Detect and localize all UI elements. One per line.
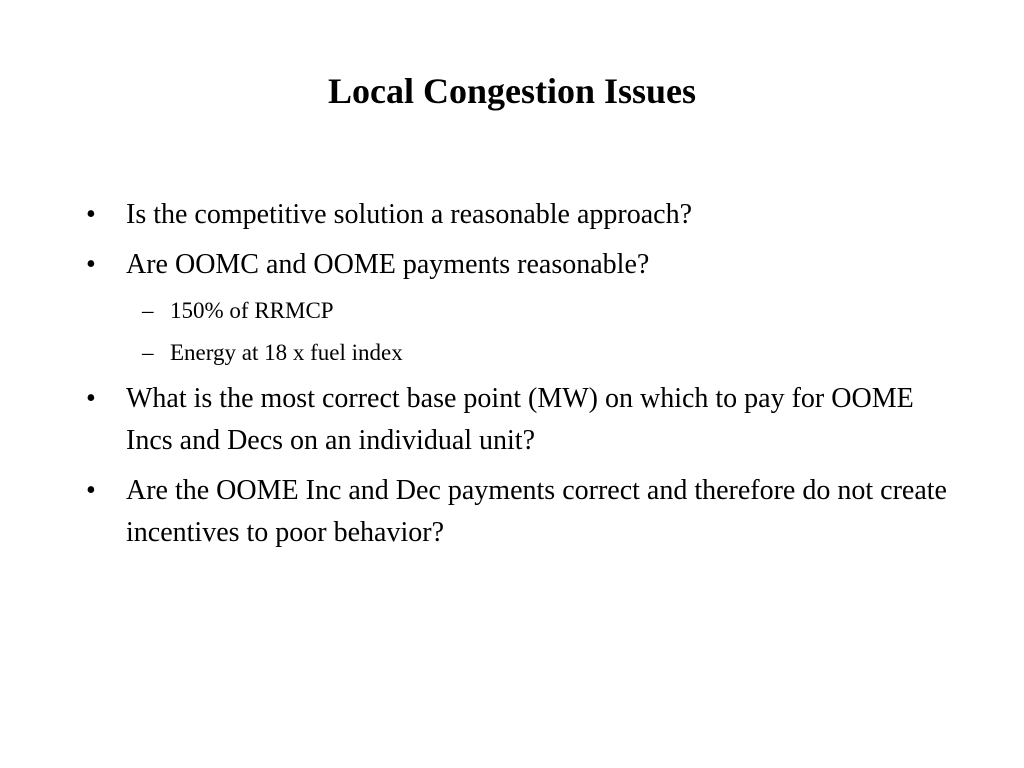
bullet-text: Is the competitive solution a reasonable approach?: [126, 199, 693, 230]
bullet-item: [86, 244, 956, 286]
bullet-text: What is the most correct base point (MW) on which to pay for OOME Incs and Decs on an individual unit?: [126, 383, 914, 456]
sub-bullet-item: [86, 294, 956, 328]
bullet-list: [86, 194, 956, 562]
bullet-text: Are OOMC and OOME payments reasonable?: [126, 249, 650, 280]
sub-bullet-text: Energy at 18 x fuel index: [170, 340, 403, 365]
slide-title: Local Congestion Issues: [327, 71, 697, 111]
bullet-icon: •: [86, 475, 96, 506]
dash-icon: –: [142, 340, 154, 365]
bullet-item: [86, 378, 956, 462]
dash-icon: –: [142, 298, 154, 323]
bullet-icon: •: [86, 249, 96, 280]
bullet-icon: •: [86, 383, 96, 414]
bullet-icon: •: [86, 199, 96, 230]
bullet-text: Are the OOME Inc and Dec payments correct and therefore do not create incentives to poor behavior?: [126, 475, 947, 548]
bullet-item: [86, 470, 956, 554]
sub-bullet-item: [86, 336, 956, 370]
sub-bullet-text: 150% of RRMCP: [170, 298, 334, 323]
bullet-item: [86, 194, 956, 236]
